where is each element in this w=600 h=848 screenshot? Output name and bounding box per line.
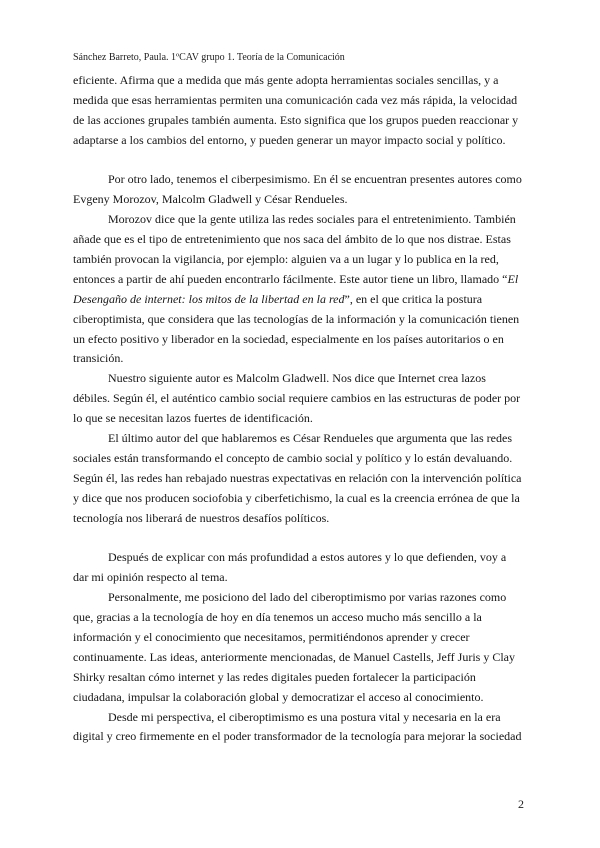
text-line: continuamente. Las ideas, anteriormente mencionadas, de Manuel Castells, Jeff Juris y Clay	[73, 649, 515, 664]
text-line: de las acciones grupales también aumenta. Esto significa que los grupos pueden reaccionar y	[73, 112, 519, 127]
document-body	[73, 71, 527, 747]
text-line: un efecto positivo y liberador en la sociedad, especialmente en los países autoritarios o en	[73, 331, 504, 346]
text-line	[73, 290, 527, 310]
text-line: ciudadana, impulsar la colaboración global y democratizar el acceso al conocimiento.	[73, 689, 484, 704]
book-title: Desengaño de internet: los mitos de la libertad en la red	[73, 291, 345, 306]
paragraph-gap	[73, 151, 527, 171]
text-line: Shirky resaltan cómo internet y las redes digitales pueden fortalecer la participación	[73, 669, 476, 684]
text-line: también provocan la vigilancia, por ejemplo: alguien va a un lugar y lo publica en la red,	[73, 252, 499, 267]
text-segment: ”, en el que critica la postura	[344, 291, 483, 306]
text-line: El último autor del que hablaremos es César Rendueles que argumenta que las redes	[108, 431, 512, 446]
text-line: Según él, las redes han rebajado nuestras expectativas en relación con la intervención política	[73, 470, 522, 485]
text-line: Personalmente, me posiciono del lado del ciberoptimismo por varias razones como	[108, 590, 507, 605]
text-line: añade que es el tipo de entretenimiento que nos saca del ámbito de lo que nos distrae. Estas	[73, 232, 511, 247]
text-line: lo que se necesitan lazos fuertes de identificación.	[73, 411, 313, 426]
text-segment: entonces a partir de ahí pueden encontrarlo fácilmente. Este autor tiene un libro, llamado “	[73, 271, 508, 286]
text-line: transición.	[73, 351, 124, 366]
text-line: Nuestro siguiente autor es Malcolm Gladwell. Nos dice que Internet crea lazos	[108, 371, 486, 386]
page-number: 2	[518, 797, 524, 811]
text-line: Por otro lado, tenemos el ciberpesimismo. En él se encuentran presentes autores como	[108, 172, 522, 187]
text-line: tecnología nos liberará de nuestros desafíos políticos.	[73, 510, 330, 525]
page-header: Sánchez Barreto, Paula. 1ºCAV grupo 1. Teoría de la Comunicación	[73, 52, 345, 63]
text-line: adaptarse a los cambios del entorno, y pueden generar un mayor impacto social y político.	[73, 132, 506, 147]
text-line: dar mi opinión respecto al tema.	[73, 570, 228, 585]
book-title-start: El	[507, 271, 519, 286]
text-line: Evgeny Morozov, Malcolm Gladwell y César Rendueles.	[73, 192, 348, 207]
text-line: Morozov dice que la gente utiliza las redes sociales para el entretenimiento. También	[108, 212, 516, 227]
text-line: Después de explicar con más profundidad a estos autores y lo que defienden, voy a	[108, 550, 507, 565]
text-line: sociales están transformando el concepto de cambio social y político y lo están devaluando.	[73, 450, 513, 465]
text-line: que, gracias a la tecnología de hoy en día tenemos un acceso mucho más sencillo a la	[73, 610, 482, 625]
text-line: débiles. Según él, el auténtico cambio social requiere cambios en las estructuras de poder por	[73, 391, 521, 406]
text-line: ciberoptimista, que considera que las tecnologías de la información y la comunicación tienen	[73, 311, 520, 326]
text-line: información y el conocimiento que necesitamos, permitiéndonos aprender y crecer	[73, 629, 470, 644]
text-line: Desde mi perspectiva, el ciberoptimismo es una postura vital y necesaria en la era	[108, 709, 501, 724]
text-line: medida que esas herramientas permiten una comunicación cada vez más rápida, la velocidad	[73, 92, 518, 107]
text-line	[73, 270, 527, 290]
text-line: eficiente. Afirma que a medida que más gente adopta herramientas sociales sencillas, y a	[73, 73, 499, 87]
text-line: digital y creo firmemente en el poder transformador de la tecnología para mejorar la sociedad	[73, 729, 522, 744]
paragraph-gap	[73, 528, 527, 548]
text-line: y dice que nos producen sociofobia y ciberfetichismo, la cual es la creencia errónea de que la	[73, 490, 520, 505]
